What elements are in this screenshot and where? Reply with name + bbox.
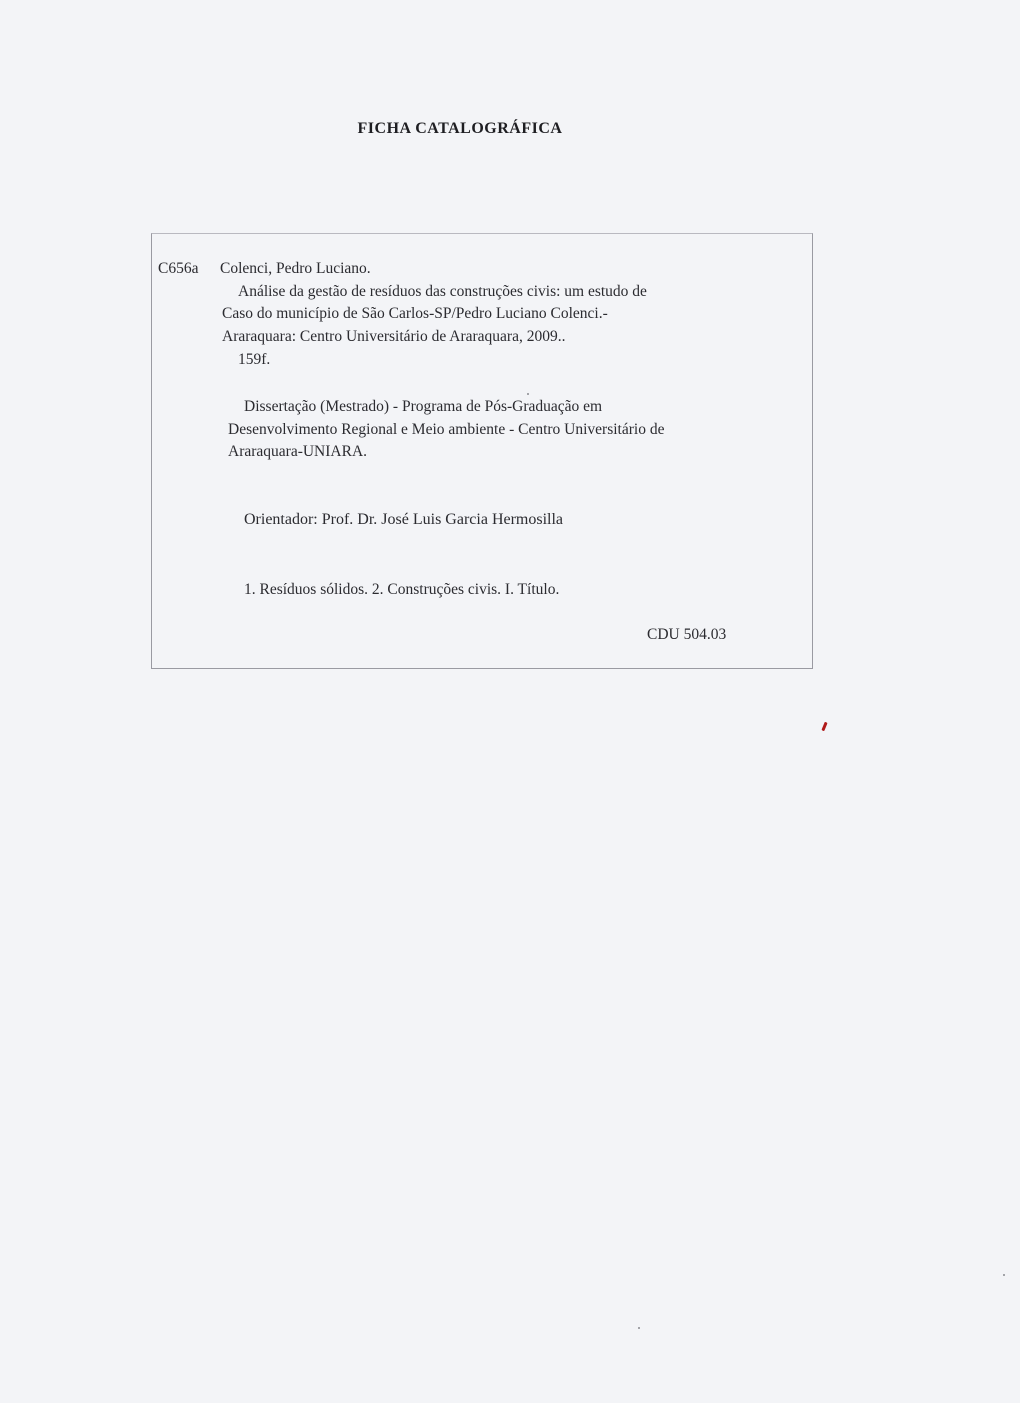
call-number: C656a	[158, 260, 199, 277]
description-line-2: Caso do município de São Carlos-SP/Pedro Luciano Colenci.-	[222, 305, 608, 322]
pen-mark	[821, 722, 827, 731]
author-name: Colenci, Pedro Luciano.	[220, 260, 371, 277]
subject-headings: 1. Resíduos sólidos. 2. Construções civis. I. Título.	[244, 581, 560, 598]
thesis-note-line-3: Araraquara-UNIARA.	[228, 443, 368, 460]
scan-speck	[638, 1327, 640, 1329]
scan-speck	[527, 393, 529, 395]
thesis-note-line-1: Dissertação (Mestrado) - Programa de Pós-Graduação em	[244, 398, 603, 415]
catalog-card	[151, 233, 813, 669]
advisor-note: Orientador: Prof. Dr. José Luis Garcia Hermosilla	[244, 511, 564, 528]
page-title: FICHA CATALOGRÁFICA	[357, 120, 563, 137]
description-line-1: Análise da gestão de resíduos das construções civis: um estudo de	[238, 283, 647, 300]
description-line-3: Araraquara: Centro Universitário de Araraquara, 2009..	[222, 328, 566, 345]
page-count: 159f.	[238, 351, 271, 368]
thesis-note-line-2: Desenvolvimento Regional e Meio ambiente - Centro Universitário de	[228, 421, 665, 438]
scan-speck	[1003, 1274, 1005, 1276]
cdu-classification: CDU 504.03	[647, 626, 727, 643]
